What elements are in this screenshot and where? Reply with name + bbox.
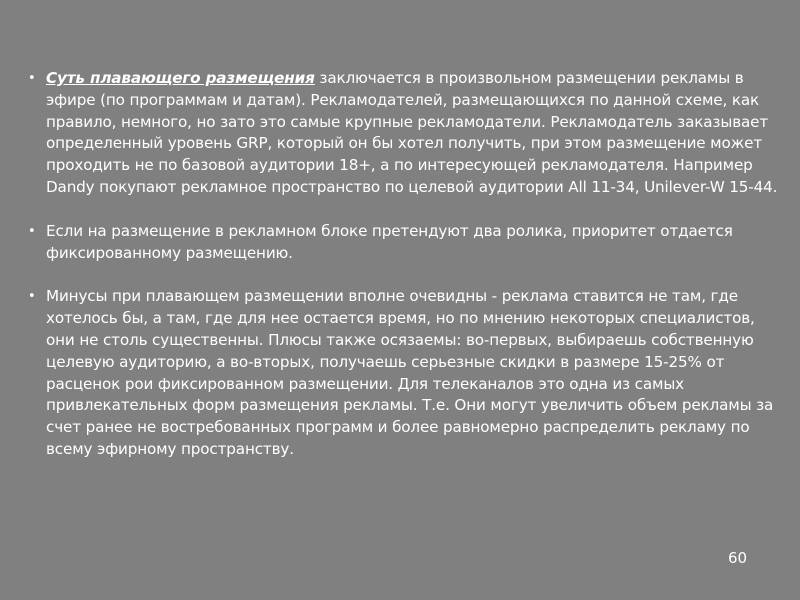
bullet-icon: • [28, 223, 36, 239]
bullet-item-floating-placement [28, 68, 778, 199]
bullet-icon: • [28, 289, 36, 305]
bullet-text: Если на размещение в рекламном блоке претендуют два ролика, приоритет отдается фиксированному размещению. [46, 221, 733, 262]
bullet-lead-term: Суть плавающего размещения [46, 69, 315, 87]
bullet-list [28, 68, 778, 483]
bullet-icon: • [28, 71, 36, 86]
page-number: 60 [728, 549, 748, 567]
bullet-text: заключается в произвольном размещении рекламы в эфире (по программам и датам). Рекламодателей, размещающихся по данной схеме, как правило, немного, но зато это самые крупные рекламодатели. Рекламодатель заказывает определенный уровень GRP, который он бы хотел получить, при этом размещение может проходить не по базовой аудитории 18+, а по интересующей рекламодателя. Например Dandy покупают рекламное пространство по целевой аудитории All 11-34, Unilever-W 15-44. [46, 69, 778, 196]
bullet-text: Минусы при плавающем размещении вполне очевидны - реклама ставится не там, где хотелось бы, а там, где для нее остается время, но по мнению некоторых специалистов, они не столь существенны. Плюсы также осязаемы: во-первых, выбираешь собственную целевую аудиторию, а во-вторых, получаешь серьезные скидки в размере 15-25% от расценок рои фиксированном размещении. Для телеканалов это одна из самых привлекательных форм размещения рекламы. Т.е. Они могут увеличить объем рекламы за счет ранее не востребованных программ и более равномерно распределить рекламу по всему эфирному пространству. [46, 287, 774, 458]
bullet-item-priority [28, 221, 778, 265]
bullet-item-pros-cons [28, 286, 778, 460]
